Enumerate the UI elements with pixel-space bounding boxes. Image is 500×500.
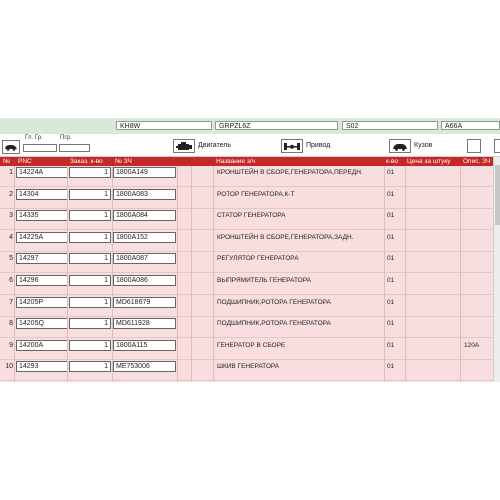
row-number: 5 <box>9 255 13 263</box>
column-divider <box>112 166 113 382</box>
engine-button[interactable] <box>173 139 195 153</box>
pnc-cell[interactable]: 14225A <box>16 232 68 243</box>
extra-filter-button-2[interactable] <box>494 139 500 153</box>
part-number-cell[interactable]: 1800A083 <box>113 189 176 200</box>
col-order-qty[interactable]: Заказ. к-во <box>70 158 103 165</box>
part-number-cell[interactable]: 1800A084 <box>113 210 176 221</box>
col-num[interactable]: № <box>3 158 10 165</box>
part-number-cell[interactable]: 1800A086 <box>113 275 176 286</box>
order-qty-input[interactable]: 1 <box>69 297 111 308</box>
order-qty-input[interactable]: 1 <box>69 361 111 372</box>
row-number: 8 <box>9 320 13 328</box>
body-label: Кузов <box>414 142 433 149</box>
count-cell: 01 <box>387 190 395 198</box>
column-divider <box>177 166 178 382</box>
vehicle-model-field[interactable]: GRPZL6Z <box>215 121 338 130</box>
scrollbar-thumb[interactable] <box>495 165 500 225</box>
part-name-cell: РОТОР ГЕНЕРАТОРА,К-Т <box>217 190 295 198</box>
order-qty-input[interactable]: 1 <box>69 253 111 264</box>
table-row[interactable] <box>0 231 500 252</box>
count-cell: 01 <box>387 320 395 328</box>
vertical-scrollbar[interactable] <box>493 157 500 382</box>
count-cell: 01 <box>387 363 395 371</box>
count-cell: 01 <box>387 255 395 263</box>
part-number-cell[interactable]: 1800A152 <box>113 232 176 243</box>
table-row[interactable] <box>0 360 500 381</box>
column-divider <box>191 166 192 382</box>
table-row[interactable] <box>0 252 500 273</box>
drive-button[interactable] <box>281 139 303 153</box>
body-button[interactable] <box>389 139 411 153</box>
col-count[interactable]: к-во <box>386 158 399 165</box>
order-qty-input[interactable]: 1 <box>69 232 111 243</box>
drive-label: Привод <box>306 142 331 149</box>
column-divider <box>67 166 68 382</box>
part-name-cell: КРОНШТЕЙН В СБОРЕ,ГЕНЕРАТОРА,ЗАДН. <box>217 233 354 241</box>
part-number-cell[interactable]: 1800A149 <box>113 167 176 178</box>
engine-label: Двигатель <box>198 142 232 149</box>
extra-filter-button[interactable] <box>467 139 481 153</box>
pnc-cell[interactable]: 14200A <box>16 340 68 351</box>
part-number-cell[interactable]: MD618679 <box>113 297 176 308</box>
part-name-cell: КРОНШТЕЙН В СБОРЕ,ГЕНЕРАТОРА,ПЕРЕДН. <box>217 169 363 176</box>
pnc-cell[interactable]: 14205Q <box>16 318 68 329</box>
count-cell: 01 <box>387 298 395 306</box>
part-name-cell: ПОДШИПНИК,РОТОРА ГЕНЕРАТОРА <box>217 320 331 328</box>
drive-axle-icon <box>284 142 300 151</box>
order-qty-input[interactable]: 1 <box>69 340 111 351</box>
count-cell: 01 <box>387 233 395 241</box>
vehicle-info-bar <box>0 118 500 134</box>
engine-icon <box>176 142 192 151</box>
col-pnc[interactable]: PNC <box>18 158 32 165</box>
filter-toolbar <box>0 134 500 157</box>
vehicle-code-field[interactable]: KH8W <box>116 121 212 130</box>
column-divider <box>14 166 15 382</box>
pnc-cell[interactable]: 14205P <box>16 297 68 308</box>
row-number: 2 <box>9 190 13 198</box>
order-qty-input[interactable]: 1 <box>69 167 111 178</box>
part-number-cell[interactable]: ME753006 <box>113 361 176 372</box>
group-label: Гп. Гр. <box>25 135 43 141</box>
order-qty-input[interactable]: 1 <box>69 318 111 329</box>
part-name-cell: РЕГУЛЯТОР ГЕНЕРАТОРА <box>217 255 299 263</box>
pnc-cell[interactable]: 14335 <box>16 210 68 221</box>
vehicle-button[interactable] <box>2 140 20 154</box>
column-divider <box>384 166 385 382</box>
count-cell: 01 <box>387 277 395 284</box>
subgroup-input[interactable] <box>59 144 90 152</box>
col-part-desc[interactable]: Опис. ЗЧ <box>463 158 491 165</box>
column-divider <box>405 166 406 382</box>
table-row[interactable] <box>0 166 500 187</box>
pnc-cell[interactable]: 14296 <box>16 275 68 286</box>
part-name-cell: ПОДШИПНИК,РОТОРА ГЕНЕРАТОРА <box>217 298 331 306</box>
vehicle-spec-field[interactable]: S02 <box>342 121 438 130</box>
part-name-cell: ВЫПРЯМИТЕЛЬ ГЕНЕРАТОРА <box>217 277 311 284</box>
col-unit-price[interactable]: Цена за штуку <box>407 158 451 165</box>
part-name-cell: ГЕНЕРАТОР В СБОРЕ <box>217 341 286 349</box>
column-divider <box>460 166 461 382</box>
col-part-name[interactable]: Название з/ч <box>216 158 256 165</box>
part-name-cell: СТАТОР ГЕНЕРАТОРА <box>217 212 286 220</box>
order-qty-input[interactable]: 1 <box>69 210 111 221</box>
row-number: 4 <box>9 233 13 241</box>
table-row[interactable] <box>0 274 500 295</box>
part-desc-cell: 120A <box>464 341 480 349</box>
parts-table <box>0 166 500 382</box>
car-icon <box>4 143 18 151</box>
col-part-number[interactable]: № ЗЧ <box>115 158 132 165</box>
row-number: 6 <box>9 277 13 284</box>
table-header <box>0 157 500 166</box>
group-input[interactable] <box>23 144 57 152</box>
row-number: 10 <box>5 363 13 371</box>
count-cell: 01 <box>387 341 395 349</box>
table-row[interactable] <box>0 209 500 230</box>
table-row[interactable] <box>0 339 500 360</box>
row-number: 7 <box>9 298 13 306</box>
table-row[interactable] <box>0 188 500 209</box>
pnc-cell[interactable]: 14297 <box>16 253 68 264</box>
part-number-cell[interactable]: 1800A087 <box>113 253 176 264</box>
table-row[interactable] <box>0 317 500 338</box>
subgroup-label: Пгр. <box>60 135 72 141</box>
order-qty-input[interactable]: 1 <box>69 275 111 286</box>
part-number-cell[interactable]: MD611928 <box>113 318 176 329</box>
order-qty-input[interactable]: 1 <box>69 189 111 200</box>
table-row[interactable] <box>0 296 500 317</box>
part-name-cell: ШКИВ ГЕНЕРАТОРА <box>217 363 280 371</box>
row-number: 1 <box>9 169 13 176</box>
column-divider <box>213 166 214 382</box>
row-number: 3 <box>9 212 13 220</box>
pnc-cell[interactable]: 14224A <box>16 167 68 178</box>
row-number: 9 <box>9 341 13 349</box>
pnc-cell[interactable]: 14293 <box>16 361 68 372</box>
count-cell: 01 <box>387 169 395 176</box>
vehicle-option-field[interactable]: A66A <box>441 121 500 130</box>
part-number-cell[interactable]: 1800A115 <box>113 340 176 351</box>
count-cell: 01 <box>387 212 395 220</box>
car-body-icon <box>392 142 408 151</box>
pnc-cell[interactable]: 14304 <box>16 189 68 200</box>
